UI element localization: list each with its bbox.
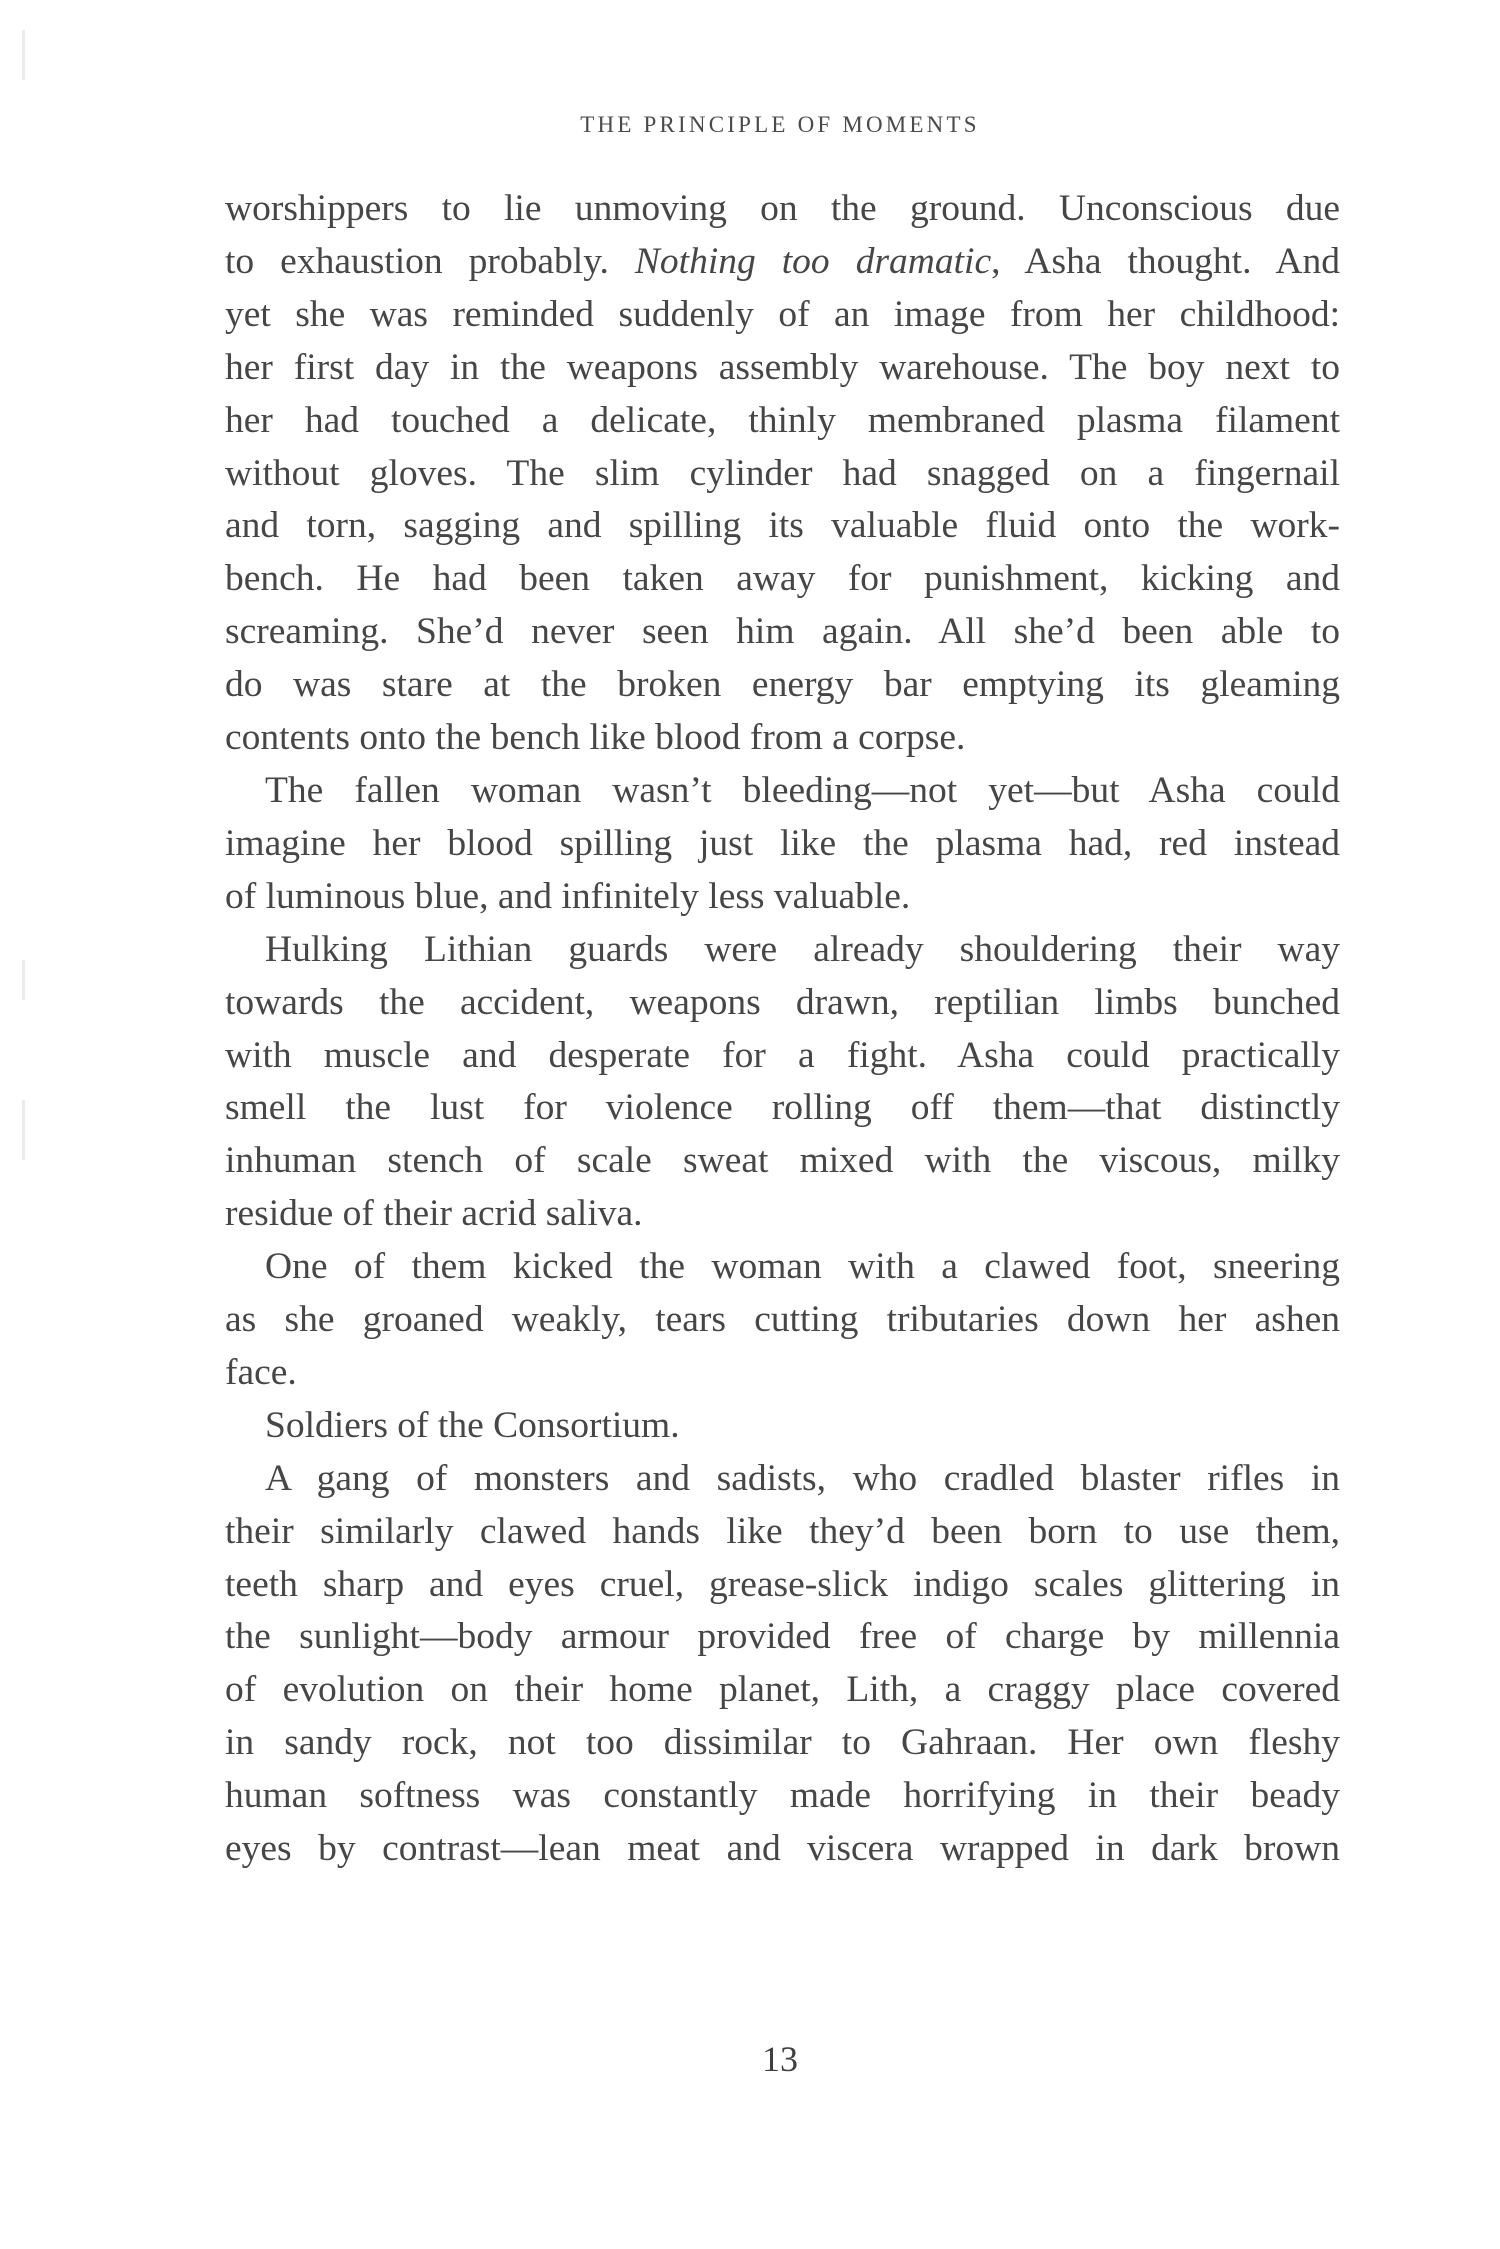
text-line: towards the accident, weapons drawn, reptilian limbs bunched xyxy=(225,981,1340,1023)
text-line: eyes by contrast—lean meat and viscera wrapped in dark brown xyxy=(225,1828,1340,1870)
body-text xyxy=(225,183,1340,1876)
text-line: contents onto the bench like blood from a corpse. xyxy=(225,717,966,759)
text-line: screaming. She’d never seen him again. All she’d been able to xyxy=(225,611,1340,653)
italic-text: Nothing too dramatic xyxy=(634,240,992,282)
text-line: smell the lust for violence rolling off them—that distinctly xyxy=(225,1087,1340,1129)
paragraph xyxy=(225,765,1340,924)
text-line: The fallen woman wasn’t bleeding—not yet—but Asha could xyxy=(265,769,1340,811)
text-line: without gloves. The slim cylinder had snagged on a fingernail xyxy=(225,452,1340,494)
text-line: A gang of monsters and sadists, who cradled blaster rifles in xyxy=(265,1457,1340,1499)
paragraph xyxy=(225,1241,1340,1400)
text-line: Soldiers of the Consortium. xyxy=(265,1404,680,1446)
running-head: THE PRINCIPLE OF MOMENTS xyxy=(580,112,980,137)
scan-artifact xyxy=(22,30,25,80)
scan-artifact xyxy=(22,960,25,1000)
text-line: to exhaustion probably. Nothing too dramatic, Asha thought. And xyxy=(225,240,1340,282)
text-line: of evolution on their home planet, Lith, a craggy place covered xyxy=(225,1669,1340,1711)
text-line: bench. He had been taken away for punishment, kicking and xyxy=(225,558,1340,600)
page-number: 13 xyxy=(762,2039,798,2079)
scan-artifact xyxy=(22,1100,25,1160)
text-line: Hulking Lithian guards were already shouldering their way xyxy=(265,928,1340,970)
text-line: the sunlight—body armour provided free of charge by millennia xyxy=(225,1616,1340,1658)
text-line: imagine her blood spilling just like the plasma had, red instead xyxy=(225,822,1340,864)
text-line: teeth sharp and eyes cruel, grease-slick indigo scales glittering in xyxy=(225,1563,1340,1605)
text-line: worshippers to lie unmoving on the ground. Unconscious due xyxy=(225,188,1340,229)
text-line: residue of their acrid saliva. xyxy=(225,1193,643,1235)
text-line: her had touched a delicate, thinly membraned plasma filament xyxy=(225,399,1340,441)
text-line: face. xyxy=(225,1351,297,1393)
text-line: do was stare at the broken energy bar emptying its gleaming xyxy=(225,664,1340,706)
paragraph xyxy=(225,1453,1340,1876)
text-line: her first day in the weapons assembly warehouse. The boy next to xyxy=(225,346,1340,388)
paragraph xyxy=(225,183,1340,765)
text-line: in sandy rock, not too dissimilar to Gahraan. Her own fleshy xyxy=(225,1722,1340,1764)
text-line: One of them kicked the woman with a clawed foot, sneering xyxy=(265,1246,1340,1288)
text-line: yet she was reminded suddenly of an image from her childhood: xyxy=(225,293,1340,335)
text-line: as she groaned weakly, tears cutting tributaries down her ashen xyxy=(225,1299,1340,1341)
text-line: with muscle and desperate for a fight. Asha could practically xyxy=(225,1034,1340,1076)
paragraph xyxy=(225,924,1340,1241)
text-line: inhuman stench of scale sweat mixed with the viscous, milky xyxy=(225,1140,1340,1182)
text-line: of luminous blue, and infinitely less valuable. xyxy=(225,875,911,917)
text-line: and torn, sagging and spilling its valuable fluid onto the work- xyxy=(225,505,1340,547)
text-line: human softness was constantly made horrifying in their beady xyxy=(225,1775,1340,1817)
text-line: their similarly clawed hands like they’d been born to use them, xyxy=(225,1510,1340,1552)
paragraph xyxy=(225,1400,1340,1453)
